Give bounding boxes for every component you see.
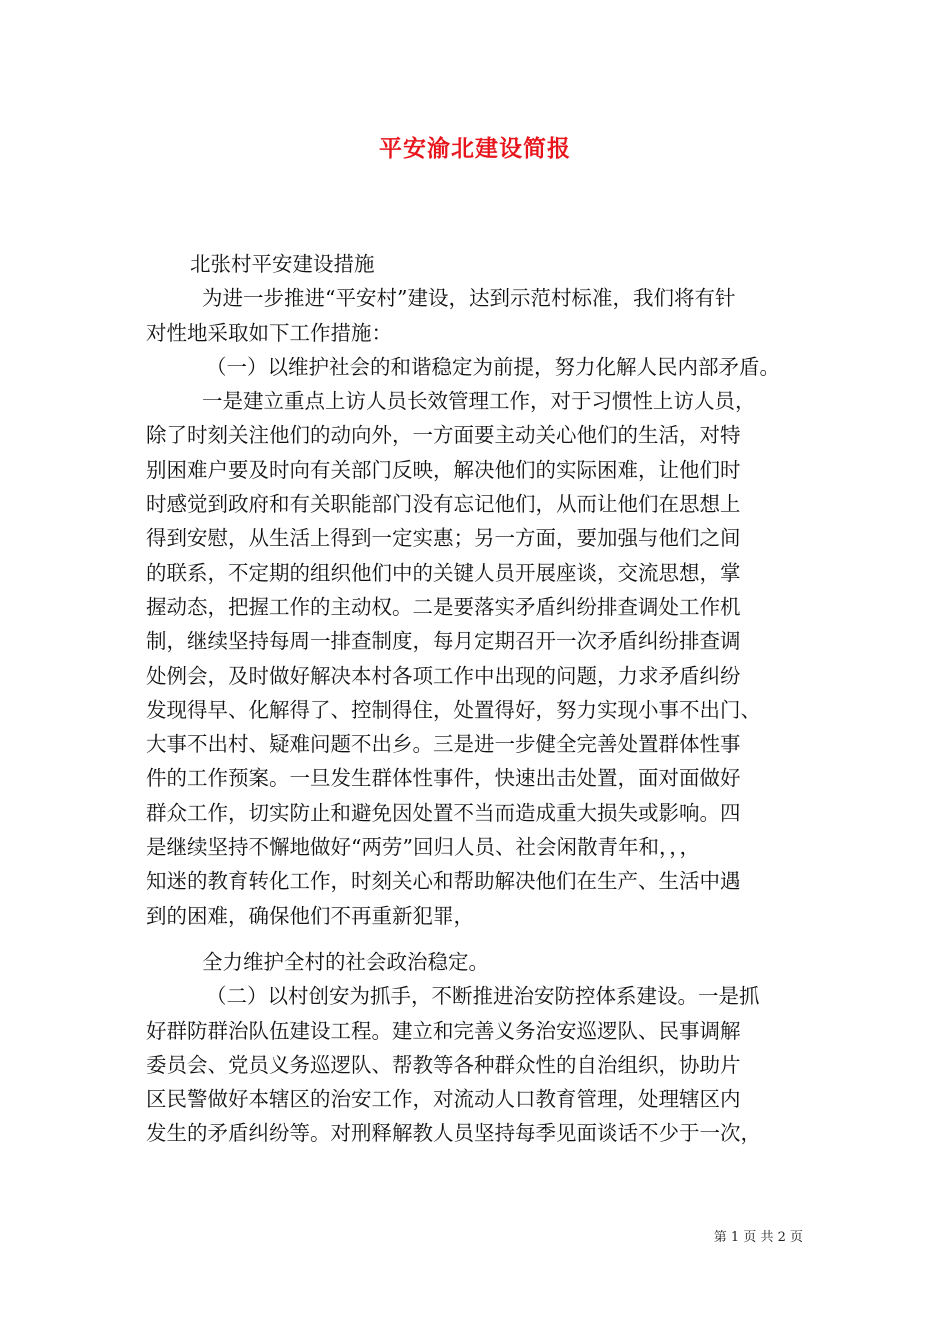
text-line: 握动态，把握工作的主动权。二是要落实矛盾纠纷排查调处工作机 xyxy=(146,594,741,619)
page-indicator: 第 1 页 共 2 页 xyxy=(713,1230,803,1245)
text-line: 件的工作预案。一旦发生群体性事件，快速出击处置，面对面做好 xyxy=(146,766,741,791)
text-line: 时感觉到政府和有关职能部门没有忘记他们，从而让他们在思想上 xyxy=(146,492,741,517)
text-line: 处例会，及时做好解决本村各项工作中出现的问题，力求矛盾纠纷 xyxy=(146,663,741,688)
text-line: 一是建立重点上访人员长效管理工作，对于习惯性上访人员， xyxy=(202,389,756,414)
text-line: 大事不出村、疑难问题不出乡。三是进一步健全完善处置群体性事 xyxy=(146,732,741,757)
text-line: 全力维护全村的社会政治稳定。 xyxy=(202,949,489,974)
text-line: 知迷的教育转化工作，时刻关心和帮助解决他们在生产、生活中遇 xyxy=(146,869,741,894)
text-line: 北张村平安建设措施 xyxy=(190,252,375,276)
document-body xyxy=(146,247,814,1151)
paragraph-gap xyxy=(146,933,814,945)
text-line: 制，继续坚持每周一排查制度，每月定期召开一次矛盾纠纷排查调 xyxy=(146,629,741,654)
text-line: 除了时刻关注他们的动向外，一方面要主动关心他们的生活，对特 xyxy=(146,423,741,448)
text-line: 是继续坚持不懈地做好“两劳”回归人员、社会闲散青年和，，， xyxy=(146,835,700,860)
text-line: 好群防群治队伍建设工程。建立和完善义务治安巡逻队、民事调解 xyxy=(146,1018,741,1043)
text-line: （一）以维护社会的和谐稳定为前提，努力化解人民内部矛盾。 xyxy=(206,354,780,379)
text-line: 对性地采取如下工作措施： xyxy=(146,320,392,345)
text-line: 到的困难，确保他们不再重新犯罪， xyxy=(146,903,474,928)
text-line: 发生的矛盾纠纷等。对刑释解教人员坚持每季见面谈话不少于一次， xyxy=(146,1121,761,1146)
text-line: 区民警做好本辖区的治安工作，对流动人口教育管理，处理辖区内 xyxy=(146,1087,741,1112)
document-title: 平安渝北建设简报 xyxy=(379,135,571,162)
text-line: 别困难户要及时向有关部门反映，解决他们的实际困难，让他们时 xyxy=(146,457,741,482)
text-line: 委员会、党员义务巡逻队、帮教等各种群众性的自治组织，协助片 xyxy=(146,1052,741,1077)
text-line: 为进一步推进“平安村”建设，达到示范村标准，我们将有针 xyxy=(202,286,736,311)
text-line: 发现得早、化解得了、控制得住，处置得好，努力实现小事不出门、 xyxy=(146,697,761,722)
text-line: （二）以村创安为抓手，不断推进治安防控体系建设。一是抓 xyxy=(206,984,760,1009)
text-line: 的联系，不定期的组织他们中的关键人员开展座谈，交流思想，掌 xyxy=(146,560,741,585)
text-line: 群众工作，切实防止和避免因处置不当而造成重大损失或影响。四 xyxy=(146,800,741,825)
text-line: 得到安慰，从生活上得到一定实惠；另一方面，要加强与他们之间 xyxy=(146,526,741,551)
